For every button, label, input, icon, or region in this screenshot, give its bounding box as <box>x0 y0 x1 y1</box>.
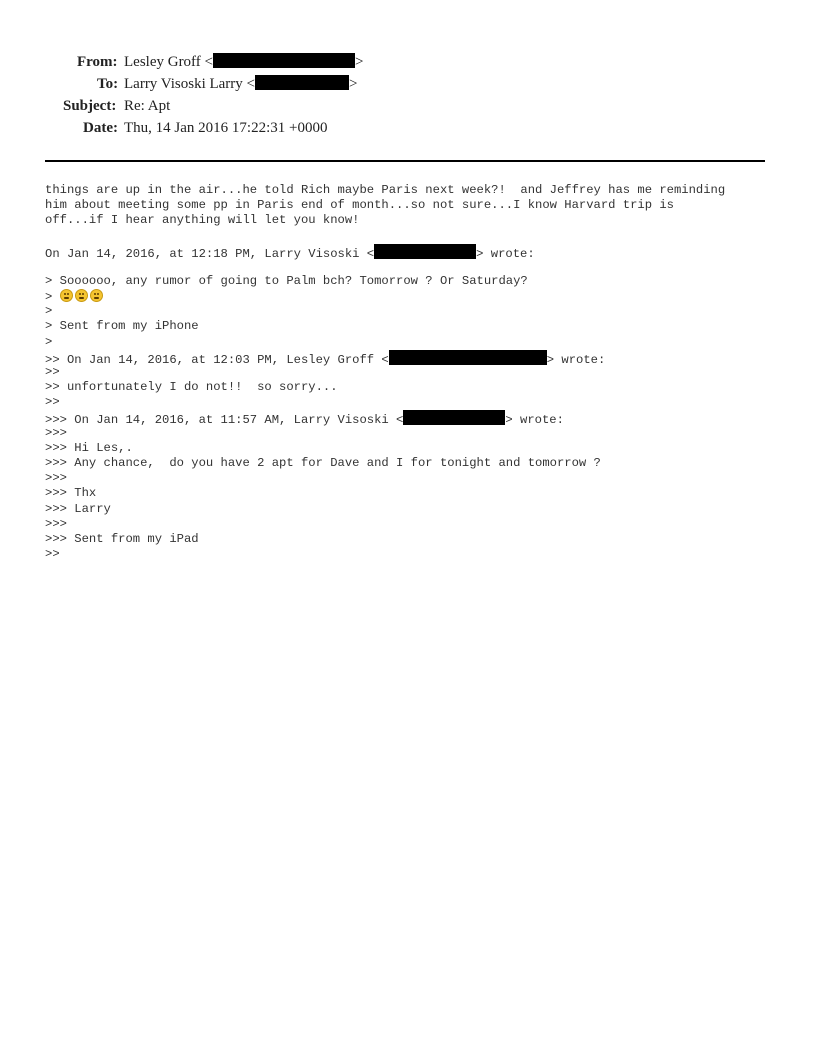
redaction-block <box>403 410 505 425</box>
subject-label: Subject: <box>63 98 117 114</box>
attribution-line: >> On Jan 14, 2016, at 12:03 PM, Lesley Groff < > wrote: <box>45 350 785 365</box>
grimacing-face-icon <box>90 289 103 302</box>
redaction-block <box>389 350 547 365</box>
quote-line: >> <box>45 547 60 562</box>
grimacing-face-icon <box>60 289 73 302</box>
to-label: To: <box>97 76 119 92</box>
quote-line: >>> Thx <box>45 486 97 501</box>
quote-line: >>> <box>45 516 67 531</box>
quote-line: >>> <box>45 471 67 486</box>
redaction-block <box>374 244 476 259</box>
attribution-line: >>> On Jan 14, 2016, at 11:57 AM, Larry Visoski < > wrote: <box>45 410 785 425</box>
quote-line: > <box>45 304 53 319</box>
quote-line: >> <box>45 364 60 379</box>
attribution-line: On Jan 14, 2016, at 12:18 PM, Larry Visoski < > wrote: <box>45 244 785 259</box>
quote-line: > <box>45 289 785 304</box>
quote-line: >> unfortunately I do not!! so sorry... <box>45 380 338 395</box>
body-line: off...if I hear anything will let you know! <box>45 213 360 228</box>
header-divider <box>45 160 765 162</box>
quote-line: > <box>45 334 53 349</box>
quote-line: >>> Larry <box>45 501 111 516</box>
quote-line: > Soooooo, any rumor of going to Palm bch? Tomorrow ? Or Saturday? <box>45 273 528 288</box>
from-value: Lesley Groff < > <box>124 54 364 70</box>
date-value: Thu, 14 Jan 2016 17:22:31 +0000 <box>124 120 328 136</box>
quote-line: >>> Hi Les,. <box>45 440 133 455</box>
quote-line: > Sent from my iPhone <box>45 319 199 334</box>
quote-line: >> <box>45 395 60 410</box>
grimacing-face-icon <box>75 289 88 302</box>
to-value: Larry Visoski Larry < > <box>124 76 358 92</box>
redaction-block <box>255 75 349 90</box>
redaction-block <box>213 53 355 68</box>
body-line: him about meeting some pp in Paris end of month...so not sure...I know Harvard trip is <box>45 198 674 213</box>
date-label: Date: <box>83 120 118 136</box>
quote-line: >>> Sent from my iPad <box>45 531 199 546</box>
email-body <box>45 183 785 562</box>
from-label: From: <box>77 54 118 70</box>
quote-line: >>> Any chance, do you have 2 apt for Dave and I for tonight and tomorrow ? <box>45 456 601 470</box>
body-line: things are up in the air...he told Rich maybe Paris next week?! and Jeffrey has me reminding <box>45 183 726 197</box>
quote-line: >>> <box>45 425 67 440</box>
subject-value: Re: Apt <box>124 98 171 114</box>
